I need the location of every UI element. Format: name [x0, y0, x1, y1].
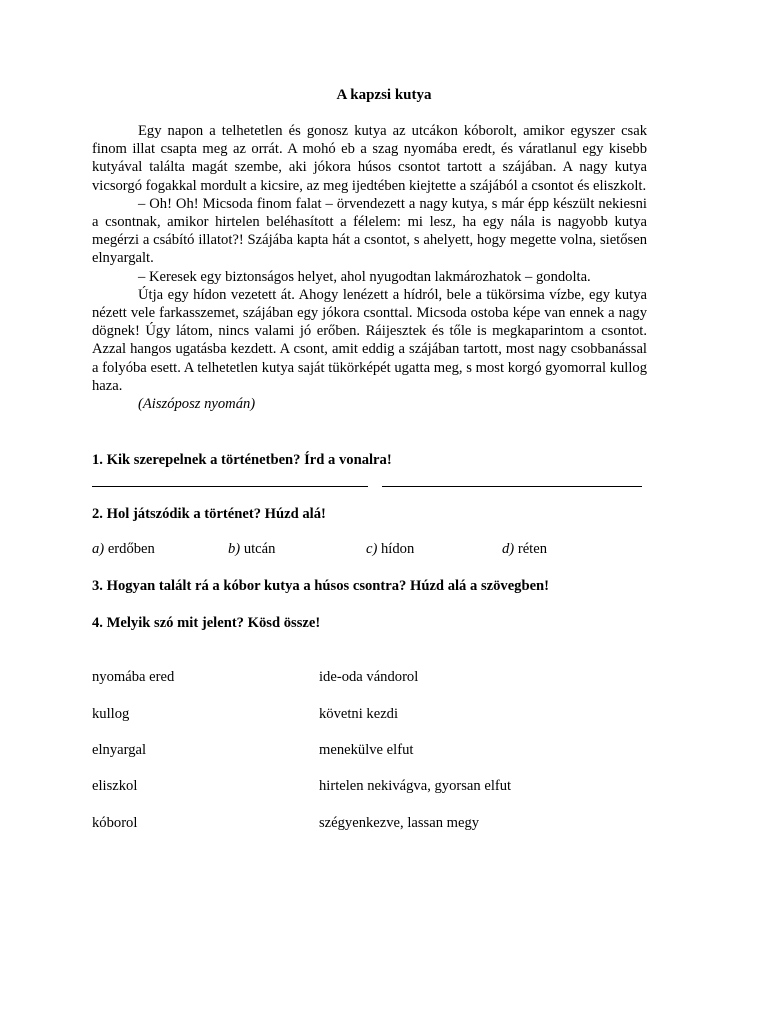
- option-letter: b): [228, 541, 241, 557]
- question-4: 4. Melyik szó mit jelent? Kösd össze!: [92, 615, 321, 631]
- option-text: erdőben: [107, 541, 155, 557]
- question-2: 2. Hol játszódik a történet? Húzd alá!: [92, 506, 326, 522]
- page-title: A kapzsi kutya: [336, 87, 432, 103]
- story-paragraph: Egy napon a telhetetlen és gonosz kutya az utcákon kóborolt, amikor egyszer csak finom illat csapta meg az orrát. A mohó eb a szag nyomába eredt, és váratlanul egy kisebb kutyával találta magát szembe, aki jókora húsos csontot tartott a szájában. A nagy kutya vicsorgó fogakkal mordult a kicsire, az meg ijedtében kiejtette a szájából a csontot és eliszkolt.: [92, 123, 647, 194]
- match-left-item[interactable]: nyomába ered: [92, 669, 175, 685]
- match-left-item[interactable]: elnyargal: [92, 742, 147, 758]
- answer-line[interactable]: [382, 486, 642, 487]
- match-right-item[interactable]: követni kezdi: [319, 706, 399, 722]
- story-text: [92, 122, 647, 413]
- match-left-item[interactable]: kullog: [92, 706, 130, 722]
- option-c[interactable]: [366, 541, 414, 558]
- story-source: (Aiszóposz nyomán): [138, 396, 256, 413]
- option-a[interactable]: [92, 541, 155, 558]
- match-right-item[interactable]: szégyenkezve, lassan megy: [319, 815, 480, 831]
- story-paragraph: Útja egy hídon vezetett át. Ahogy lenézett a hídról, bele a tükörsima vízbe, egy kutya nézett vele farkasszemet, szájában egy jókora csonttal. Micsoda ostoba képe van ennek a nagy dögnek! Úgy látom, nincs valami jó erőben. Ráijesztek és tőle is megkaparintom a csontot. Azzal hangos ugatásba kezdett. A csont, amit eddig a szájában tartott, most nagy csobbanással a folyóba esett. A telhetetlen kutya saját tükörképét ugatta meg, s most korgó gyomorral kullog haza.: [92, 286, 647, 394]
- option-text: utcán: [243, 541, 276, 557]
- answer-lines: [92, 486, 652, 488]
- option-letter: c): [366, 541, 378, 557]
- match-right-item[interactable]: ide-oda vándorol: [319, 669, 419, 685]
- option-b[interactable]: [228, 541, 275, 558]
- question-1: 1. Kik szerepelnek a történetben? Írd a vonalra!: [92, 452, 392, 468]
- match-left-item[interactable]: eliszkol: [92, 778, 138, 794]
- option-d[interactable]: [502, 541, 547, 558]
- option-text: réten: [517, 541, 547, 557]
- answer-line[interactable]: [92, 486, 368, 487]
- match-left-item[interactable]: kóborol: [92, 815, 138, 831]
- option-letter: d): [502, 541, 515, 557]
- question-3: 3. Hogyan talált rá a kóbor kutya a húsos csontra? Húzd alá a szövegben!: [92, 578, 550, 594]
- option-letter: a): [92, 541, 105, 557]
- match-right-item[interactable]: hirtelen nekivágva, gyorsan elfut: [319, 778, 512, 794]
- answer-options: [92, 541, 652, 561]
- match-right-item[interactable]: menekülve elfut: [319, 742, 414, 758]
- story-paragraph: – Keresek egy biztonságos helyet, ahol nyugodtan lakmározhatok – gondolta.: [138, 268, 591, 285]
- story-paragraph: – Oh! Oh! Micsoda finom falat – örvendezett a nagy kutya, s már épp készült nekiesni a csontnak, amikor hirtelen beléhasított a félelem: mi lesz, ha egy nála is nagyobb kutya megérzi a csábító illatot?! Szájába kapta hát a csontot, s ahelyett, hogy megette volna, sietősen elnyargalt.: [92, 195, 647, 267]
- option-text: hídon: [381, 541, 415, 557]
